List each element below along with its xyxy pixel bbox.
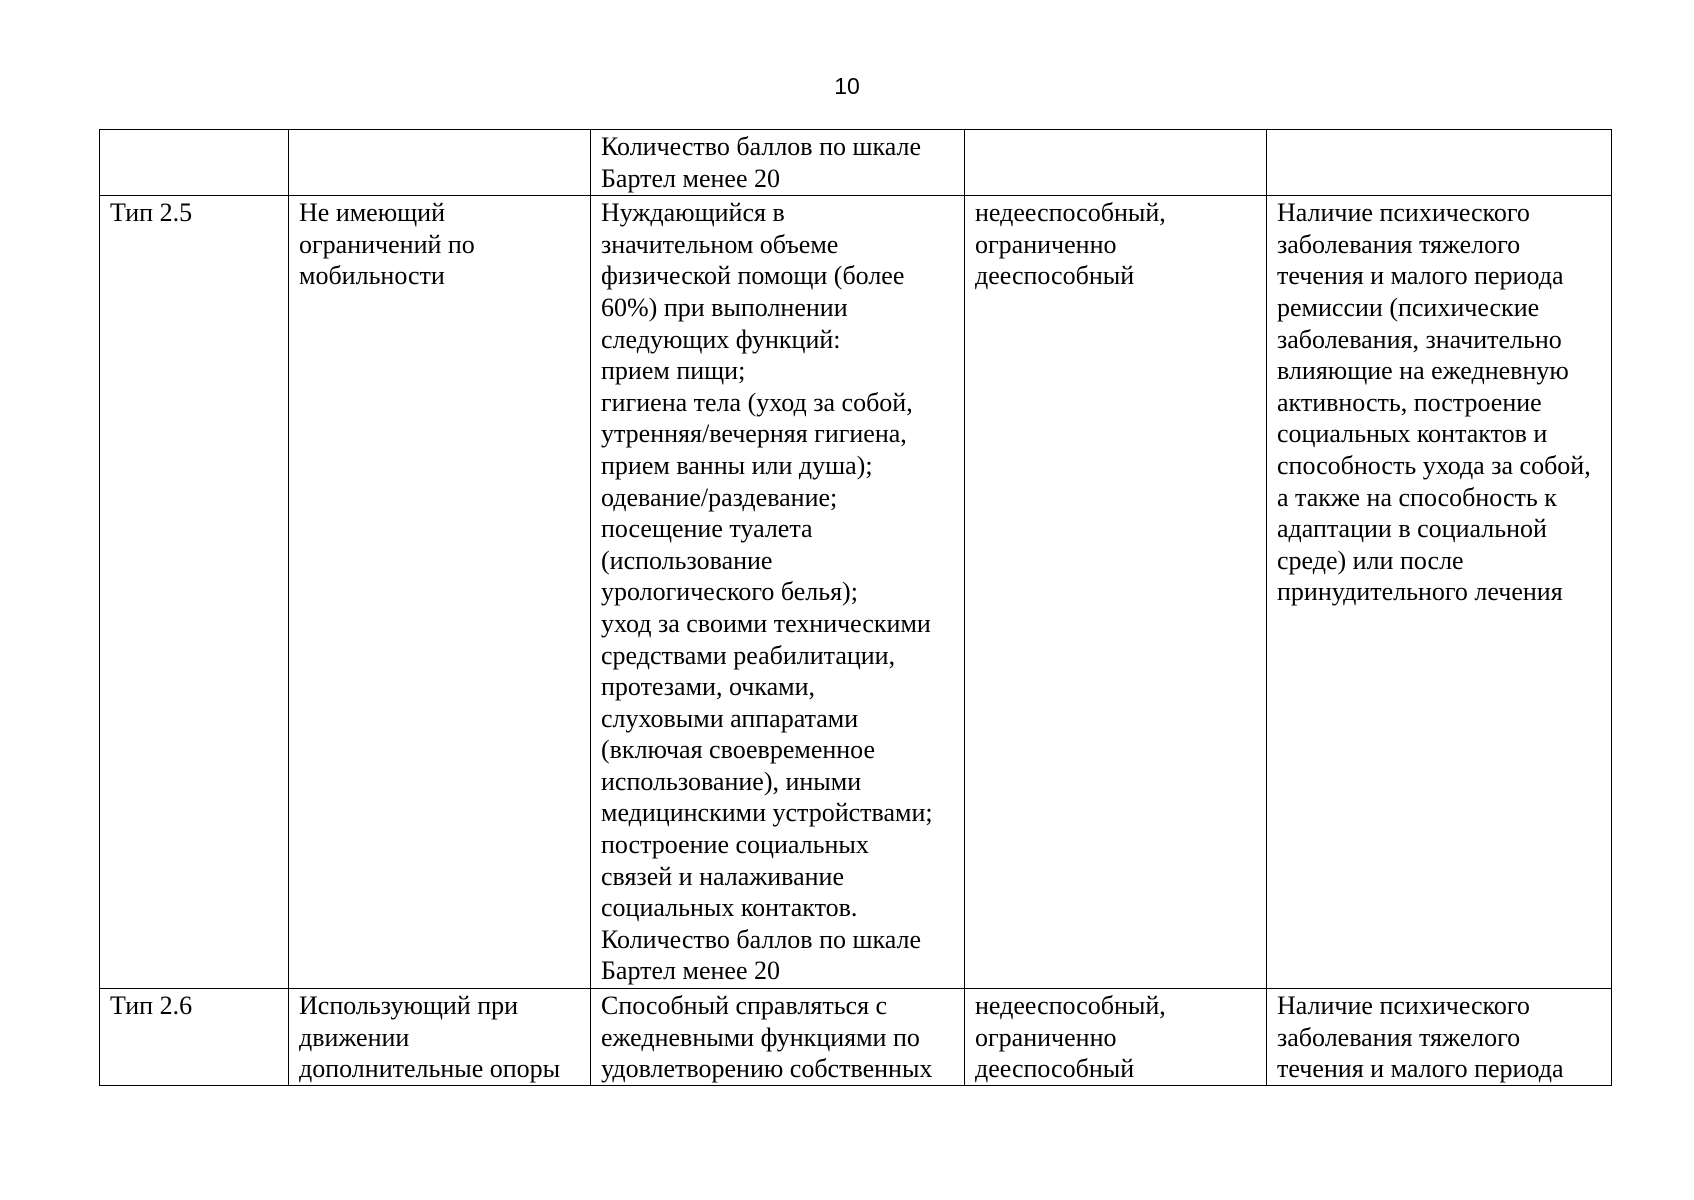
table-row (100, 130, 1612, 196)
cell-capacity: недееспособный, ограниченно дееспособный (965, 989, 1267, 1086)
classification-table (99, 129, 1612, 1086)
cell-functions: Нуждающийся в значительном объеме физической помощи (более 60%) при выполнении следующих функций: прием пищи; гигиена тела (уход за собой, утренняя/вечерняя гигиена, прием ванны или душа); одевание/раздевание; посещение туалета (использование урологического белья); уход за своими техническими средствами реабилитации, протезами, очками, слуховыми аппаратами (включая своевременное использование), иными медицинскими устройствами; построение социальных связей и налаживание социальных контактов. Количество баллов по шкале Бартел менее 20 (591, 196, 965, 989)
cell-mobility: Использующий при движении дополнительные опоры (289, 989, 591, 1086)
table-row (100, 989, 1612, 1086)
cell-capacity: недееспособный, ограниченно дееспособный (965, 196, 1267, 989)
cell-condition: Наличие психического заболевания тяжелого течения и малого периода ремиссии (психические заболевания, значительно влияющие на ежедневную активность, построение социальных контактов и способность ухода за собой, а также на способность к адаптации в социальной среде) или после принудительного лечения (1267, 196, 1612, 989)
cell-condition: Наличие психического заболевания тяжелого течения и малого периода (1267, 989, 1612, 1086)
cell-type: Тип 2.6 (100, 989, 289, 1086)
table-row (100, 196, 1612, 989)
cell-functions: Количество баллов по шкале Бартел менее 20 (591, 130, 965, 196)
cell-type (100, 130, 289, 196)
cell-mobility (289, 130, 591, 196)
cell-type: Тип 2.5 (100, 196, 289, 989)
cell-condition (1267, 130, 1612, 196)
cell-mobility: Не имеющий ограничений по мобильности (289, 196, 591, 989)
cell-capacity (965, 130, 1267, 196)
cell-functions: Способный справляться с ежедневными функциями по удовлетворению собственных (591, 989, 965, 1086)
page-number: 10 (834, 73, 860, 99)
